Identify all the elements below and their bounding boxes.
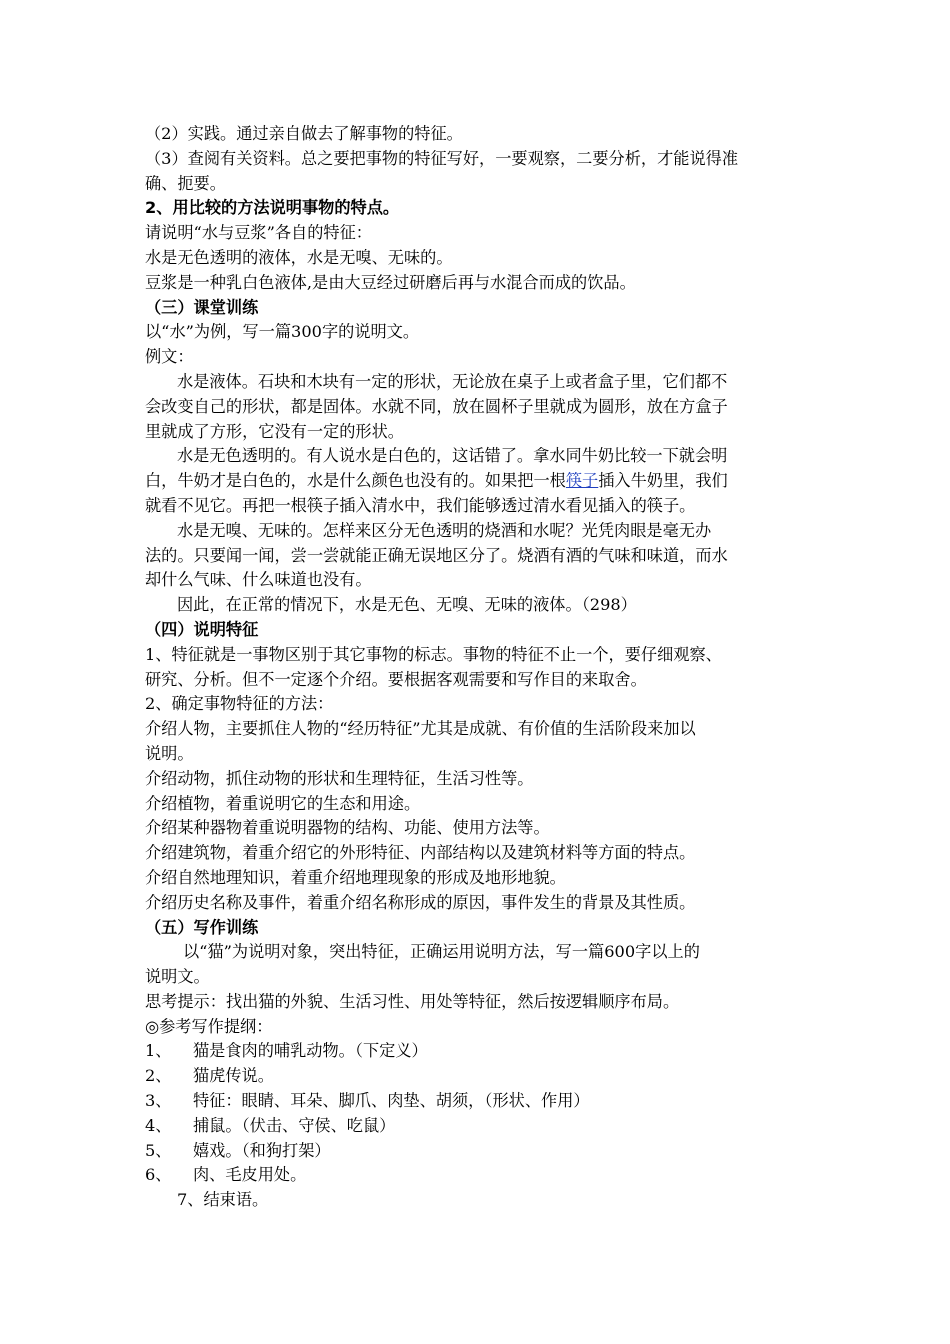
outline-item — [145, 1089, 813, 1114]
chopsticks-link[interactable]: 筷子 — [565, 471, 599, 491]
document-page — [145, 122, 813, 1213]
text-line: 思考提示：找出猫的外貌、生活习性、用处等特征，然后按逻辑顺序布局。 — [145, 991, 680, 1011]
outline-number: 6、 — [145, 1165, 172, 1185]
text-line: 介绍历史名称及事件，着重介绍名称形成的原因，事件发生的背景及其性质。 — [145, 892, 696, 912]
text-line: 介绍自然地理知识，着重介绍地理现象的形成及地形地貌。 — [145, 867, 566, 887]
text-line: 介绍某种器物着重说明器物的结构、功能、使用方法等。 — [145, 818, 550, 838]
text-line: 例文： — [145, 347, 194, 367]
text-segment: 插入牛奶里，我们 — [598, 471, 728, 491]
text-line: 介绍人物，主要抓住人物的“经历特征”尤其是成就、有价值的生活阶段来加以 — [145, 719, 696, 739]
outline-item — [145, 1139, 813, 1164]
text-line: 介绍动物，抓住动物的形状和生理特征，生活习性等。 — [145, 768, 534, 788]
text-line: 说明文。 — [145, 967, 210, 987]
outline-number: 2、 — [145, 1066, 172, 1086]
text-line: 说明。 — [145, 743, 194, 763]
text-line: ◎参考写作提纲： — [145, 1016, 273, 1036]
outline-text: 猫虎传说。 — [193, 1066, 274, 1086]
text-line: 就看不见它。再把一根筷子插入清水中，我们能够透过清水看见插入的筷子。 — [145, 495, 696, 515]
outline-item: 7、结束语。 — [177, 1190, 269, 1210]
text-line: 以“水”为例，写一篇300字的说明文。 — [145, 322, 420, 342]
text-line: 介绍建筑物，着重介绍它的外形特征、内部结构以及建筑材料等方面的特点。 — [145, 843, 696, 863]
text-line: 水是无色透明的液体，水是无嗅、无味的。 — [145, 247, 453, 267]
outline-number: 3、 — [145, 1091, 172, 1111]
text-line: 因此，在正常的情况下，水是无色、无嗅、无味的液体。（298） — [177, 595, 637, 615]
outline-number: 1、 — [145, 1041, 172, 1061]
text-line: 确、扼要。 — [145, 173, 226, 193]
text-line: 请说明“水与豆浆”各自的特征： — [145, 223, 372, 243]
text-line: （2）实践。通过亲自做去了解事物的特征。 — [145, 124, 463, 143]
text-line: 介绍植物，着重说明它的生态和用途。 — [145, 793, 421, 813]
text-line: 法的。只要闻一闻，尝一尝就能正确无误地区分了。烧酒有酒的气味和味道，而水 — [145, 545, 728, 565]
section-heading: （三）课堂训练 — [145, 297, 259, 317]
outline-number: 4、 — [145, 1115, 172, 1135]
section-heading: 2、用比较的方法说明事物的特点。 — [145, 198, 400, 218]
outline-item — [145, 1064, 813, 1089]
text-line: 以“猫”为说明对象，突出特征，正确运用说明方法，写一篇600字以上的 — [183, 942, 700, 962]
text-line: 2、确定事物特征的方法： — [145, 694, 334, 714]
text-line: 豆浆是一种乳白色液体,是由大豆经过研磨后再与水混合而成的饮品。 — [145, 272, 636, 292]
outline-item — [145, 1163, 813, 1188]
outline-text: 肉、毛皮用处。 — [193, 1165, 307, 1185]
text-line: 却什么气味、什么味道也没有。 — [145, 570, 372, 590]
section-heading: （四）说明特征 — [145, 619, 259, 639]
text-line: 里就成了方形，它没有一定的形状。 — [145, 421, 404, 441]
text-line: 水是液体。石块和木块有一定的形状，无论放在桌子上或者盒子里，它们都不 — [177, 371, 728, 391]
outline-text: 猫是食肉的哺乳动物。（下定义） — [193, 1041, 428, 1061]
text-line: 研究、分析。但不一定逐个介绍。要根据客观需要和写作目的来取舍。 — [145, 669, 647, 689]
text-line: （3）查阅有关资料。总之要把事物的特征写好，一要观察，二要分析，才能说得准 — [145, 148, 739, 168]
text-line: 水是无嗅、无味的。怎样来区分无色透明的烧酒和水呢？光凭肉眼是毫无办 — [177, 520, 712, 540]
text-line-with-link — [145, 469, 813, 494]
text-line: 水是无色透明的。有人说水是白色的，这话错了。拿水同牛奶比较一下就会明 — [177, 446, 728, 466]
outline-number: 5、 — [145, 1140, 172, 1160]
text-line: 会改变自己的形状，都是固体。水就不同，放在圆杯子里就成为圆形，放在方盒子 — [145, 396, 728, 416]
outline-text: 捕鼠。（伏击、守侯、吃鼠） — [193, 1115, 396, 1135]
text-segment: 白，牛奶才是白色的，水是什么颜色也没有的。如果把一根 — [145, 471, 566, 491]
text-line: 1、特征就是一事物区别于其它事物的标志。事物的特征不止一个，要仔细观察、 — [145, 644, 722, 664]
outline-text: 特征：眼睛、耳朵、脚爪、肉垫、胡须，（形状、作用） — [193, 1091, 590, 1111]
outline-item — [145, 1039, 813, 1064]
section-heading: （五）写作训练 — [145, 917, 259, 937]
outline-item — [145, 1114, 813, 1139]
outline-text: 嬉戏。（和狗打架） — [193, 1140, 331, 1160]
